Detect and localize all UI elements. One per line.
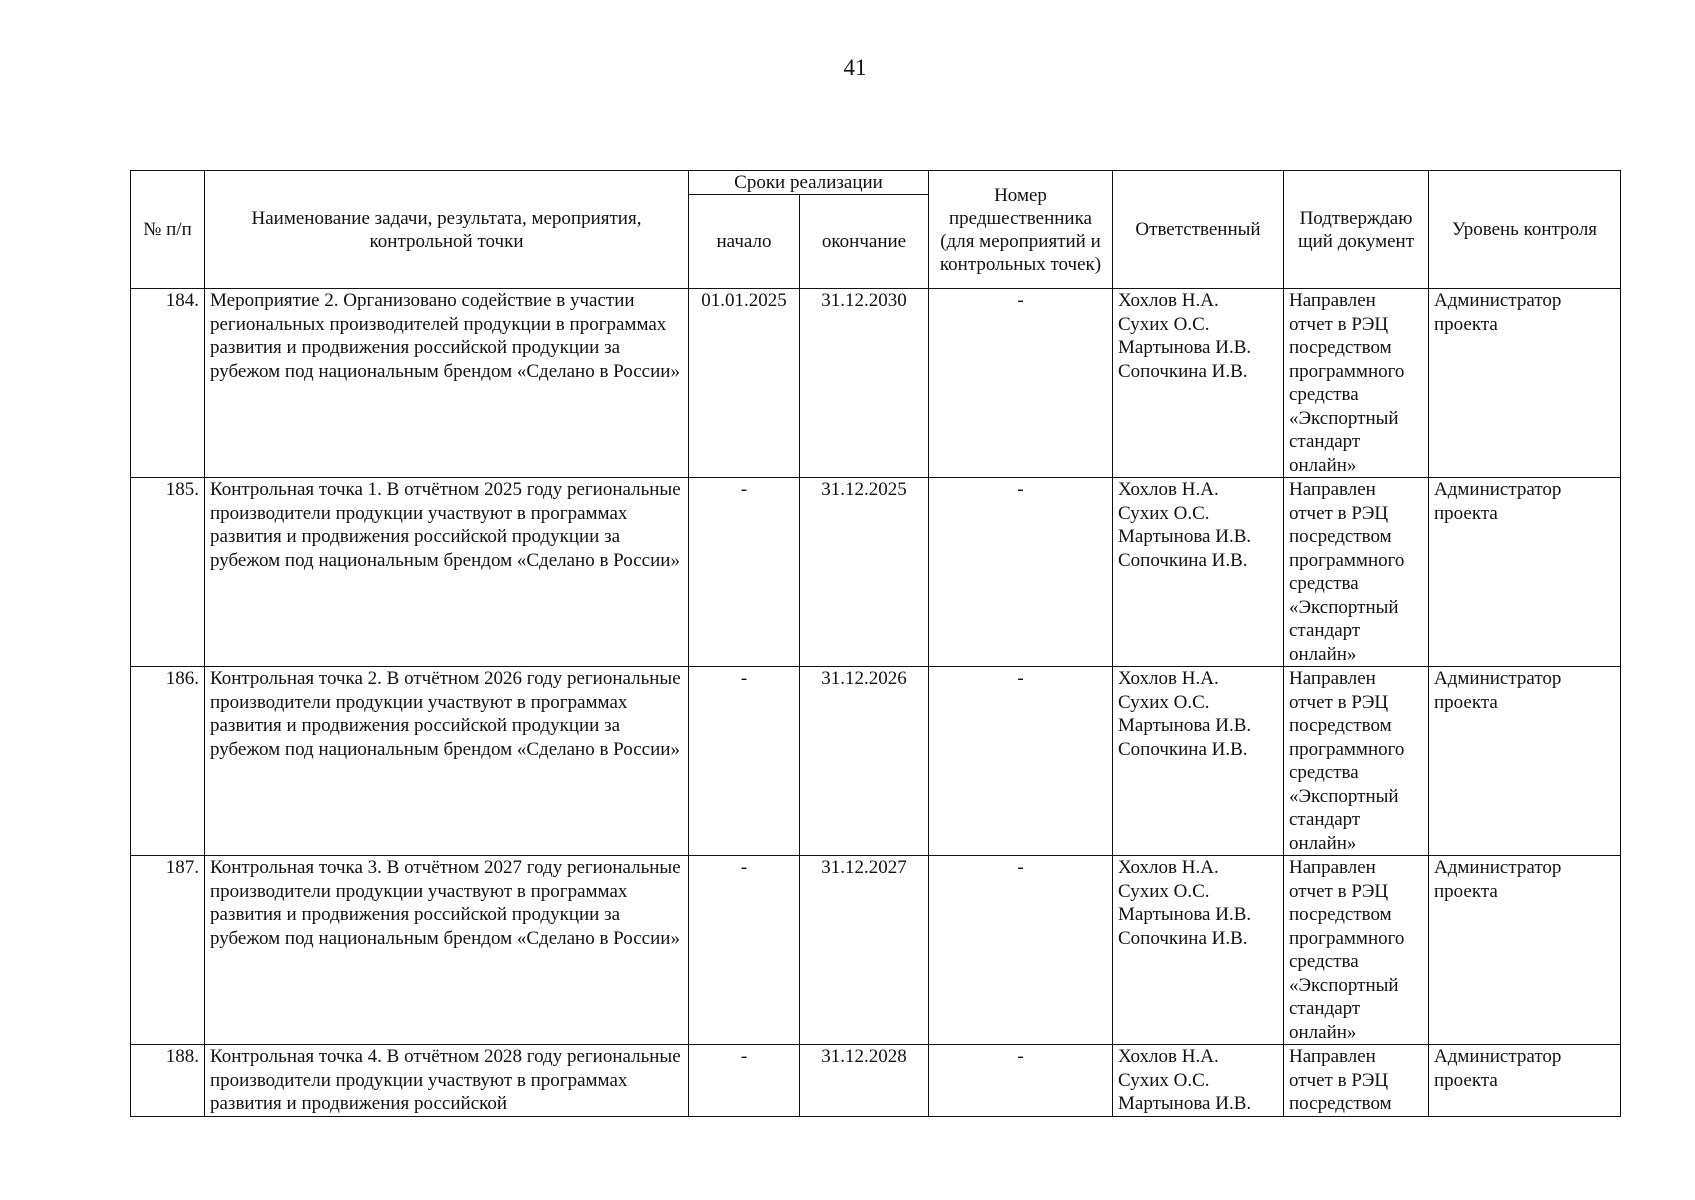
- row-document: Направлен отчет в РЭЦ посредством: [1284, 1045, 1429, 1117]
- header-dates: Сроки реализации: [689, 171, 929, 195]
- responsible-person: Сопочкина И.В.: [1118, 738, 1248, 760]
- row-predecessor: -: [929, 667, 1113, 856]
- row-end: 31.12.2028: [800, 1045, 929, 1117]
- responsible-person: Сухих О.С.: [1118, 1069, 1210, 1091]
- responsible-person: Хохлов Н.А.: [1118, 1046, 1219, 1067]
- row-document: Направлен отчет в РЭЦ посредством программного средства «Экспортный стандарт онлайн»: [1284, 289, 1429, 478]
- row-name: Контрольная точка 1. В отчётном 2025 году региональные производители продукции участвуют в программах развития и продвижения российской продукции за рубежом под национальным брендом «Сделано в России»: [205, 478, 689, 667]
- responsible-person: Сухих О.С.: [1118, 502, 1210, 524]
- row-predecessor: -: [929, 856, 1113, 1045]
- row-end: 31.12.2027: [800, 856, 929, 1045]
- header-responsible: Ответственный: [1113, 171, 1284, 289]
- table-row: [131, 1045, 1621, 1117]
- responsible-person: Хохлов Н.А.: [1118, 668, 1219, 689]
- row-end: 31.12.2030: [800, 289, 929, 478]
- row-control: Администратор проекта: [1429, 478, 1621, 667]
- header-predecessor: Номер предшественника (для мероприятий и контрольных точек): [929, 171, 1113, 289]
- table-row: [131, 478, 1621, 667]
- row-start: -: [689, 856, 800, 1045]
- row-predecessor: -: [929, 289, 1113, 478]
- row-responsible: [1113, 1045, 1284, 1117]
- header-num: № п/п: [131, 171, 205, 289]
- row-start: -: [689, 1045, 800, 1117]
- row-number: 186.: [131, 667, 205, 856]
- row-predecessor: -: [929, 478, 1113, 667]
- row-number: 188.: [131, 1045, 205, 1117]
- row-number: 185.: [131, 478, 205, 667]
- row-name: Контрольная точка 4. В отчётном 2028 году региональные производители продукции участвуют в программах развития и продвижения российской: [205, 1045, 689, 1117]
- responsible-person: Сухих О.С.: [1118, 691, 1210, 713]
- row-number: 184.: [131, 289, 205, 478]
- row-start: -: [689, 478, 800, 667]
- responsible-person: Сопочкина И.В.: [1118, 549, 1248, 571]
- row-name: Контрольная точка 3. В отчётном 2027 году региональные производители продукции участвуют в программах развития и продвижения российской продукции за рубежом под национальным брендом «Сделано в России»: [205, 856, 689, 1045]
- header-document: Подтверждаю щий документ: [1284, 171, 1429, 289]
- responsible-person: Мартынова И.В.: [1118, 1093, 1252, 1114]
- responsible-person: Хохлов Н.А.: [1118, 479, 1219, 500]
- responsible-person: Сухих О.С.: [1118, 313, 1210, 335]
- row-end: 31.12.2025: [800, 478, 929, 667]
- row-document: Направлен отчет в РЭЦ посредством программного средства «Экспортный стандарт онлайн»: [1284, 667, 1429, 856]
- responsible-person: Хохлов Н.А.: [1118, 290, 1219, 311]
- row-document: Направлен отчет в РЭЦ посредством программного средства «Экспортный стандарт онлайн»: [1284, 478, 1429, 667]
- row-control: Администратор проекта: [1429, 667, 1621, 856]
- row-predecessor: -: [929, 1045, 1113, 1117]
- row-control: Администратор проекта: [1429, 289, 1621, 478]
- row-control: Администратор проекта: [1429, 856, 1621, 1045]
- header-start: начало: [689, 195, 800, 289]
- table-row: [131, 289, 1621, 478]
- page-number: 41: [843, 55, 867, 80]
- responsible-person: Мартынова И.В.: [1118, 715, 1252, 736]
- row-end: 31.12.2026: [800, 667, 929, 856]
- responsible-person: Мартынова И.В.: [1118, 904, 1252, 925]
- row-responsible: [1113, 856, 1284, 1045]
- table-row: [131, 667, 1621, 856]
- row-responsible: [1113, 289, 1284, 478]
- table-row: [131, 856, 1621, 1045]
- header-control: Уровень контроля: [1429, 171, 1621, 289]
- responsible-person: Сопочкина И.В.: [1118, 927, 1248, 949]
- row-name: Контрольная точка 2. В отчётном 2026 году региональные производители продукции участвуют в программах развития и продвижения российской продукции за рубежом под национальным брендом «Сделано в России»: [205, 667, 689, 856]
- responsible-person: Сопочкина И.В.: [1118, 360, 1248, 382]
- responsible-person: Мартынова И.В.: [1118, 337, 1252, 358]
- responsible-person: Мартынова И.В.: [1118, 526, 1252, 547]
- row-start: -: [689, 667, 800, 856]
- row-document: Направлен отчет в РЭЦ посредством программного средства «Экспортный стандарт онлайн»: [1284, 856, 1429, 1045]
- header-end: окончание: [800, 195, 929, 289]
- header-name: Наименование задачи, результата, мероприятия, контрольной точки: [205, 171, 689, 289]
- row-responsible: [1113, 667, 1284, 856]
- plan-table: [130, 170, 1621, 1117]
- row-responsible: [1113, 478, 1284, 667]
- row-number: 187.: [131, 856, 205, 1045]
- responsible-person: Хохлов Н.А.: [1118, 857, 1219, 878]
- row-control: Администратор проекта: [1429, 1045, 1621, 1117]
- row-start: 01.01.2025: [689, 289, 800, 478]
- responsible-person: Сухих О.С.: [1118, 880, 1210, 902]
- row-name: Мероприятие 2. Организовано содействие в участии региональных производителей продукции в программах развития и продвижения российской продукции за рубежом под национальным брендом «Сделано в России»: [205, 289, 689, 478]
